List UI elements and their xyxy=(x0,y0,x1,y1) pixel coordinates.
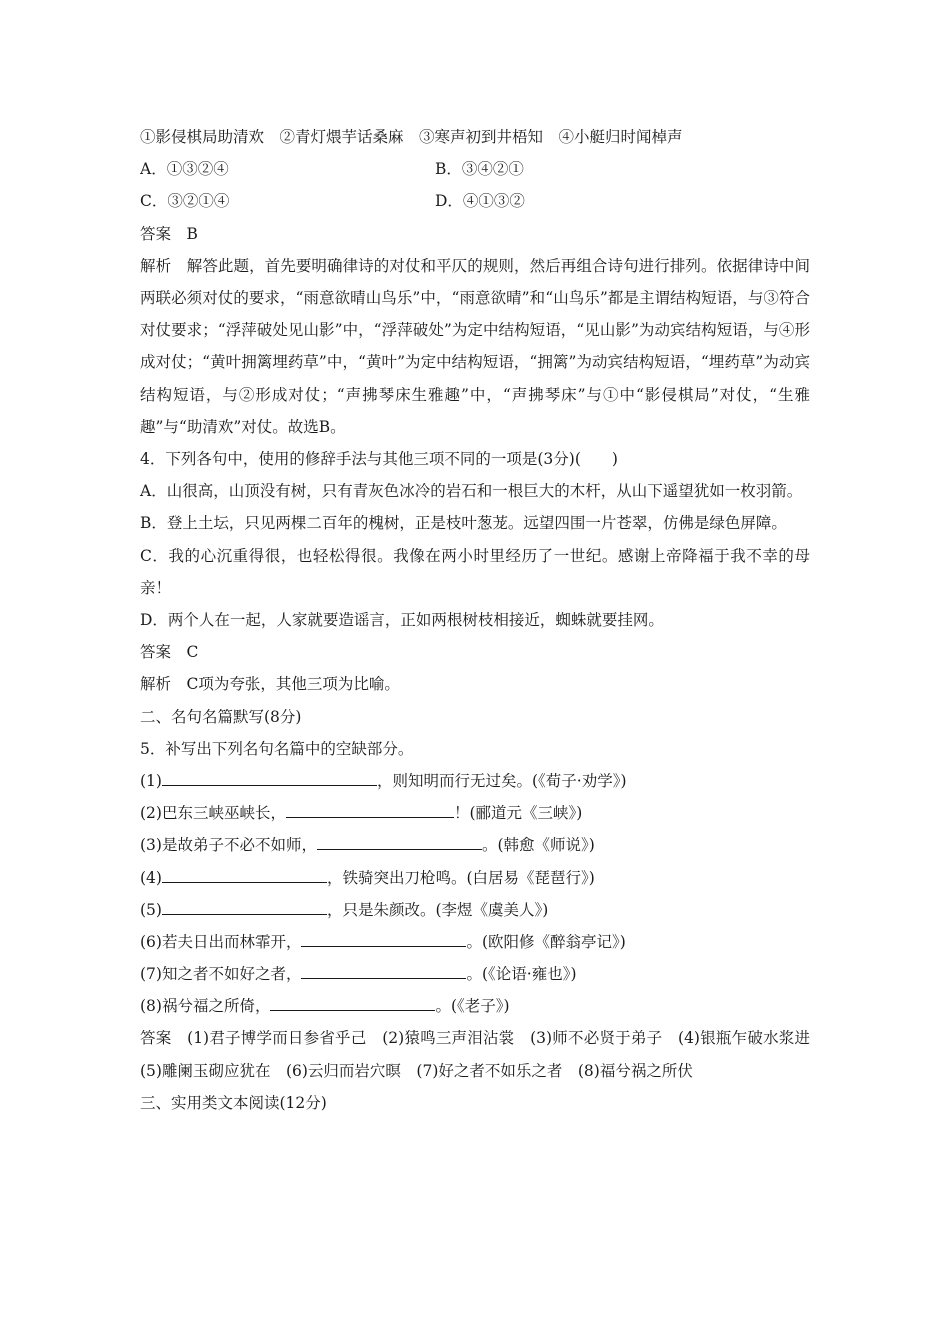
q4-option-b: B．登上土坛，只见两棵二百年的槐树，正是枝叶葱茏。远望四围一片苍翠，仿佛是绿色屏障。 xyxy=(140,514,787,533)
fill-item-prefix: (1) xyxy=(140,771,162,790)
q4-option-d: D．两个人在一起，人家就要造谣言，正如两根树枝相接近，蜘蛛就要挂网。 xyxy=(140,610,664,629)
fill-item-prefix: (7)知之者不如好之者， xyxy=(140,965,302,984)
section-2-heading: 二、名句名篇默写(8分) xyxy=(140,707,302,726)
fill-blank xyxy=(162,767,377,786)
fill-item-suffix: ，只是朱颜改。(李煜《虞美人》) xyxy=(326,900,549,919)
q3-analysis: 解析 解答此题，首先要明确律诗的对仗和平仄的规则，然后再组合诗句进行排列。依据律诗中间两联必须对仗的要求，“雨意欲晴山鸟乐”中，“雨意欲晴”和“山鸟乐”都是主谓结构短语，与③符合对仗要求；“浮萍破处见山影”中，“浮萍破处”为定中结构短语，“见山影”为动宾结构短语，与④形成对仗；“黄叶拥篱埋药草”中，“黄叶”为定中结构短语，“拥篱”为动宾结构短语，“埋药草”为动宾结构短语，与②形成对仗；“声拂琴床生雅趣”中，“声拂琴床”与①中“影侵棋局”对仗，“生雅趣”与“助清欢”对仗。故选B。 xyxy=(140,256,810,436)
q3-option-d: D．④①③② xyxy=(435,192,525,211)
q3-option-a: A．①③②④ xyxy=(140,160,229,179)
q4-option-a: A．山很高，山顶没有树，只有青灰色冰冷的岩石和一根巨大的木杆，从山下遥望犹如一枚羽箭。 xyxy=(140,482,803,501)
fill-item-suffix: 。(欧阳修《醉翁亭记》) xyxy=(466,932,626,951)
q3-items: ①影侵棋局助清欢 ②青灯煨芋话桑麻 ③寒声初到井梧知 ④小艇归时闻棹声 xyxy=(140,128,683,146)
fill-item-suffix: 。(《老子》) xyxy=(435,997,510,1016)
fill-item-8 xyxy=(140,990,810,1022)
fill-blank xyxy=(317,831,482,850)
fill-item-suffix: 。(韩愈《师说》) xyxy=(481,836,595,855)
fill-item-prefix: (5) xyxy=(140,900,162,919)
q3-option-c: C．③②①④ xyxy=(140,192,230,211)
fill-item-5 xyxy=(140,894,810,926)
fill-item-prefix: (6)若夫日出而林霏开， xyxy=(140,932,302,951)
fill-item-suffix: 。(《论语·雍也》) xyxy=(466,965,577,984)
fill-item-6 xyxy=(140,926,810,958)
fill-item-7 xyxy=(140,958,810,990)
q5-stem: 5．补写出下列名句名篇中的空缺部分。 xyxy=(140,739,414,758)
q4-option-c: C．我的心沉重得很，也轻松得很。我像在两小时里经历了一世纪。感谢上帝降福于我不幸的母亲！ xyxy=(140,546,810,597)
q5-answer: 答案 (1)君子博学而日参省乎己 (2)猿鸣三声泪沾裳 (3)师不必贤于弟子 (4)银瓶乍破水浆进 (5)雕阑玉砌应犹在 (6)云归而岩穴暝 (7)好之者不如乐之者 (8)福兮祸之所伏 xyxy=(140,1029,826,1080)
q4-analysis: 解析 C项为夸张，其他三项为比喻。 xyxy=(140,675,400,694)
fill-item-suffix: ，铁骑突出刀枪鸣。(白居易《琵琶行》) xyxy=(326,868,595,887)
fill-blank xyxy=(286,799,454,818)
fill-blank xyxy=(301,928,466,947)
q3-options-row-2 xyxy=(140,185,810,217)
fill-item-prefix: (2)巴东三峡巫峡长， xyxy=(140,804,286,823)
fill-item-2 xyxy=(140,797,810,829)
fill-item-prefix: (4) xyxy=(140,868,162,887)
fill-item-3 xyxy=(140,829,810,861)
fill-item-prefix: (8)祸兮福之所倚， xyxy=(140,997,271,1016)
section-3-heading: 三、实用类文本阅读(12分) xyxy=(140,1093,327,1112)
fill-item-suffix: ，则知明而行无过矣。(《荀子·劝学》) xyxy=(376,771,627,790)
q4-stem: 4．下列各句中，使用的修辞手法与其他三项不同的一项是(3分)( ) xyxy=(140,449,618,468)
fill-item-suffix: ！(郦道元《三峡》) xyxy=(453,804,583,823)
q3-options-row-1 xyxy=(140,153,810,185)
fill-blank xyxy=(162,864,327,883)
q3-option-b: B．③④②① xyxy=(435,160,524,179)
q3-answer: 答案 B xyxy=(140,224,198,243)
fill-blank xyxy=(301,960,466,979)
q4-answer: 答案 C xyxy=(140,643,199,662)
fill-item-1 xyxy=(140,765,810,797)
fill-blank xyxy=(162,896,327,915)
fill-item-prefix: (3)是故弟子不必不如师， xyxy=(140,836,317,855)
fill-blank xyxy=(270,992,435,1011)
fill-item-4 xyxy=(140,862,810,894)
